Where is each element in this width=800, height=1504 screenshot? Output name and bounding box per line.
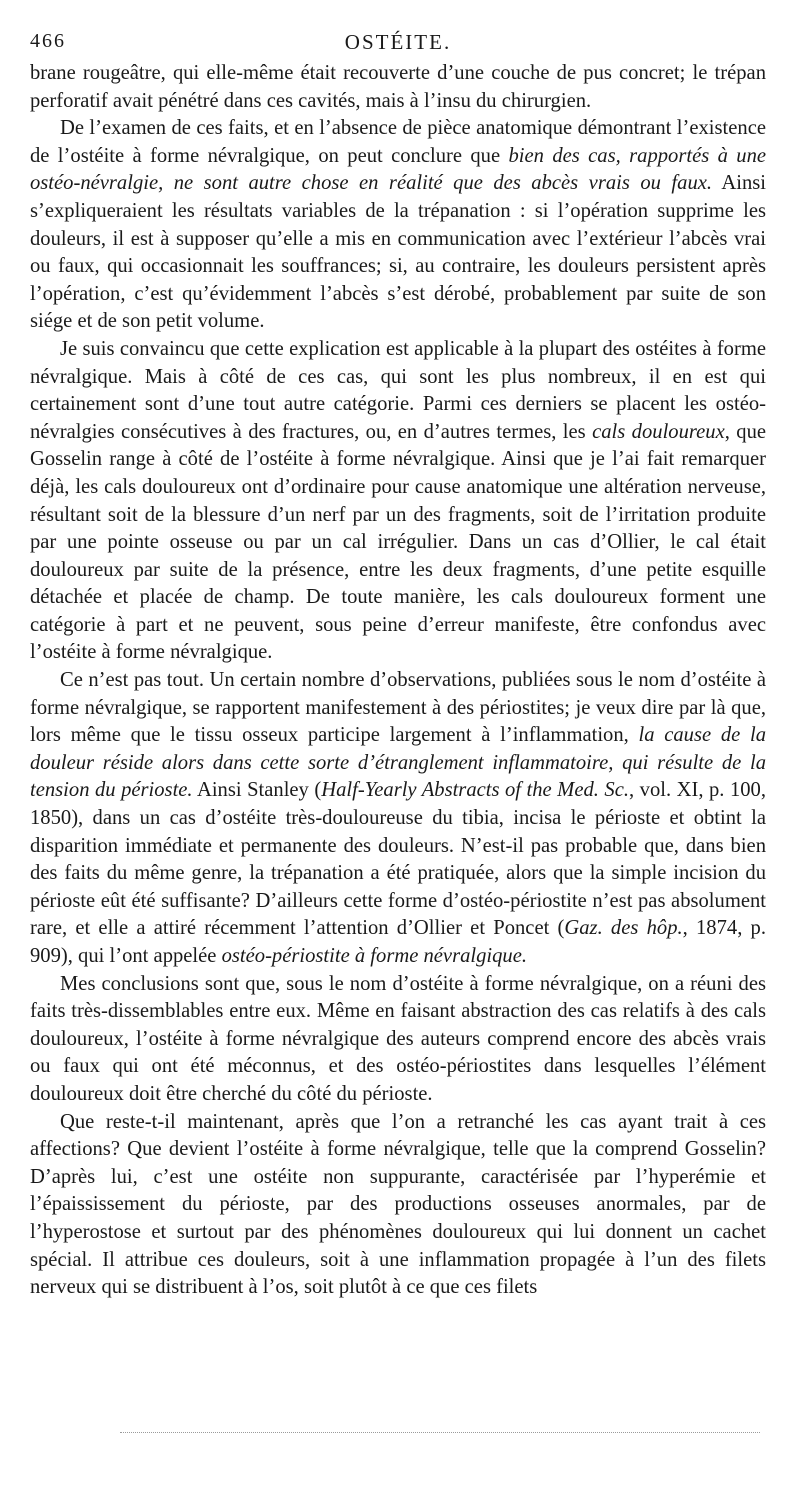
book-page bbox=[30, 26, 766, 1302]
italic-text: la cause de la douleur réside alors dans cette sorte d’étranglement inflammatoire, qui résulte de la tension du périoste. bbox=[30, 724, 766, 802]
scan-artifact-line bbox=[120, 1432, 760, 1433]
text-segment: Mes conclusions sont que, sous le nom d’ostéite à forme névralgique, on a réuni des faits très-dissemblables entre eux. Même en faisant abstraction des cas relatifs à des cals douloureux, l’ostéite à forme névralgique des auteurs comprend encore des abcès vrais ou faux qui ont été méconnus, et des ostéo-périostites dans lesquelles l’élément douloureux doit être cherché du côté du périoste. bbox=[30, 972, 766, 1105]
page-number: 466 bbox=[30, 30, 66, 52]
text-segment: Ainsi Stanley ( bbox=[192, 779, 322, 802]
italic-text: ostéo-périostite à forme névralgique. bbox=[221, 945, 528, 967]
text-segment: De l’examen de ces faits, et en l’absence de pièce anatomique démontrant l’existence de l’ostéite à forme névralgique, on peut conclure que bbox=[30, 117, 766, 167]
paragraph bbox=[30, 60, 766, 115]
text-segment: , vol. XI, p. 100, 1850), dans un cas d’ostéite très-douloureuse du tibia, incisa le périoste et obtint la disparition immédiate et permanente des douleurs. N’est-il pas probable que, dans bien des faits du même genre, la trépanation a été pratiquée, alors que la simple incision du périoste eût été suffisante? D’ailleurs cette forme d’ostéo-périostite n’est pas absolument rare, et elle a attiré récemment l’attention d’Ollier et Poncet ( bbox=[30, 779, 766, 940]
italic-text: Gaz. des hôp. bbox=[564, 917, 683, 940]
text-segment: Je suis convaincu que cette explication est applicable à la plupart des ostéites à forme névralgique. Mais à côté de ces cas, qui sont les plus nombreux, il en est qui certainement sont d’une tout autre catégorie. Parmi ces derniers se placent les ostéo-névralgies consécutives à des fractures, ou, en d’autres termes, les bbox=[30, 337, 766, 443]
paragraph bbox=[30, 115, 766, 336]
paragraph bbox=[30, 667, 766, 971]
paragraph bbox=[30, 336, 766, 667]
paragraph bbox=[30, 1109, 766, 1302]
text-segment: , que Gosselin range à côté de l’ostéite à forme névralgique. Ainsi que je l’ai fait remarquer déjà, les cals douloureux ont d’ordinaire pour cause anatomique une altération nerveuse, résultant soit de la blessure d’un nerf par un des fragments, soit de l’irritation produite par une pointe osseuse ou par un cal irrégulier. Dans un cas d’Ollier, le cal était douloureux par suite de la présence, entre les deux fragments, d’une petite esquille détachée et placée de champ. De toute manière, les cals douloureux forment une catégorie à part et ne peuvent, sous peine d’erreur manifeste, être confondus avec l’ostéite à forme névralgique. bbox=[30, 420, 767, 664]
text-segment: Ce n’est pas tout. Un certain nombre d’observations, publiées sous le nom d’ostéite à forme névralgique, se rapportent manifestement à des périostites; je veux dire par là que, lors même que le tissu osseux participe largement à l’inflammation, bbox=[30, 669, 766, 747]
text-segment: brane rougeâtre, qui elle-même était recouverte d’une couche de pus concret; le trépan perforatif avait pénétré dans ces cavités, mais à l’insu du chirurgien. bbox=[30, 62, 766, 112]
body-text bbox=[30, 60, 766, 1302]
running-title: OSTÉITE. bbox=[344, 30, 452, 54]
italic-text: bien des cas, rapportés à une ostéo-névralgie, ne sont autre chose en réalité que des abcès vrais ou faux. bbox=[30, 144, 767, 195]
page-header bbox=[30, 26, 766, 60]
text-segment: , 1874, p. 909), qui l’ont appelée bbox=[30, 917, 766, 967]
paragraph bbox=[30, 971, 766, 1109]
text-segment: Ainsi s’expliqueraient les résultats variables de la trépanation : si l’opération supprime les douleurs, il est à supposer qu’elle a mis en communication avec l’extérieur l’abcès vrai ou faux, qui occasionnait les souffrances; si, au contraire, les douleurs persistent après l’opération, c’est qu’évidemment l’abcès s’est dérobé, probablement par suite de son siége et de son petit volume. bbox=[30, 172, 767, 333]
italic-text: cals douloureux bbox=[592, 420, 725, 443]
text-segment: Que reste-t-il maintenant, après que l’on a retranché les cas ayant trait à ces affections? Que devient l’ostéite à forme névralgique, telle que la comprend Gosselin? D’après lui, c’est une ostéite non suppurante, caractérisée par l’hyperémie et l’épaississement du périoste, par des productions osseuses anormales, par de l’hyperostose et surtout par des phénomènes douloureux qui lui donnent un cachet spécial. Il attribue ces douleurs, soit à une inflammation propagée à l’un des filets nerveux qui se distribuent à l’os, soit plutôt à ce que ces filets bbox=[30, 1110, 766, 1299]
italic-text: Half-Yearly Abstracts of the Med. Sc. bbox=[321, 779, 630, 802]
